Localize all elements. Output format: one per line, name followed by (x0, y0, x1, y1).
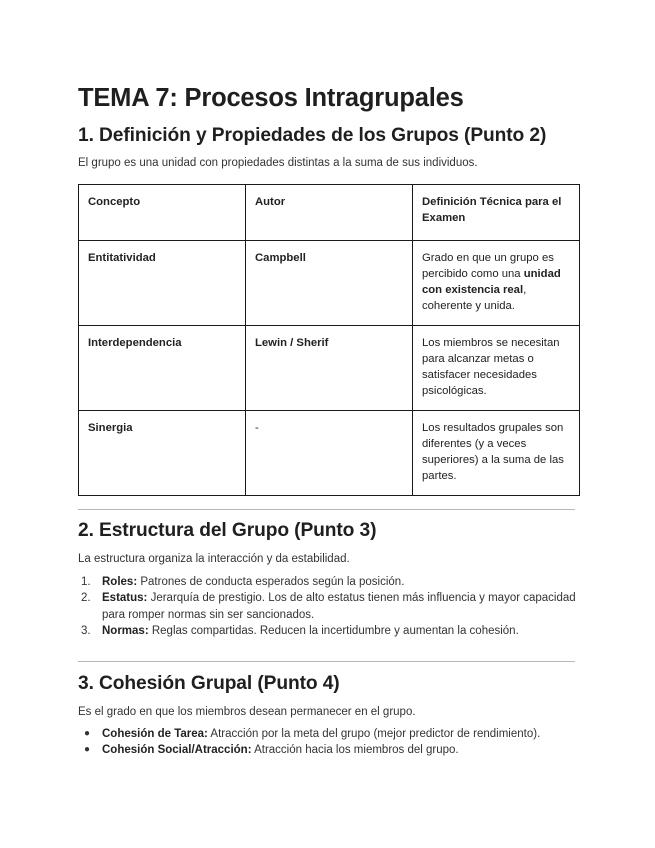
list-number: 3. (81, 625, 91, 638)
section-1-intro: El grupo es una unidad con propiedades distintas a la suma de sus individuos. (78, 157, 478, 169)
definition-text: Grado en que un grupo es percibido como una (422, 252, 554, 280)
cell-author: Campbell (246, 241, 413, 326)
list-term: Cohesión de Tarea: (102, 728, 208, 740)
section-2-intro: La estructura organiza la interacción y da estabilidad. (78, 553, 350, 565)
page-title: TEMA 7: Procesos Intragrupales (78, 84, 464, 112)
list-text: Jerarquía de prestigio. Los de alto estatus tienen más influencia y mayor capacidad para romper normas sin ser sancionados. (102, 592, 576, 621)
cell-author: - (246, 411, 413, 496)
list-term: Roles: (102, 576, 138, 588)
bullet-icon: ● (84, 728, 91, 739)
section-divider (78, 661, 575, 662)
definition-bold-text: unidad con existencia real (422, 268, 561, 296)
list-text: Patrones de conducta esperados según la posición. (137, 576, 405, 588)
bullet-icon: ● (84, 744, 91, 756)
table-row (79, 411, 580, 496)
concepts-table (78, 184, 580, 496)
cell-concept: Entitatividad (79, 241, 246, 326)
list-text: Atracción hacia los miembros del grupo. (251, 744, 459, 757)
list-item (78, 574, 578, 590)
list-term: Estatus: (102, 592, 148, 605)
header-definicion: Definición Técnica para el Examen (413, 185, 580, 241)
definition-text-end: , coherente y unida. (422, 284, 527, 312)
cell-concept: Sinergia (79, 411, 246, 496)
structure-list (78, 574, 578, 640)
list-number: 2. (81, 592, 91, 605)
list-number: 1. (81, 576, 91, 588)
section-3-heading: 3. Cohesión Grupal (Punto 4) (78, 673, 340, 694)
header-concepto: Concepto (79, 185, 246, 241)
list-item (78, 726, 578, 742)
list-item (78, 623, 578, 639)
section-3-intro: Es el grado en que los miembros desean permanecer en el grupo. (78, 706, 416, 718)
cell-definition (413, 241, 580, 326)
list-text: Reglas compartidas. Reducen la incertidumbre y aumentan la cohesión. (148, 625, 519, 638)
cell-concept: Interdependencia (79, 326, 246, 411)
table-header-row (79, 185, 580, 241)
table-row (79, 241, 580, 326)
section-2-heading: 2. Estructura del Grupo (Punto 3) (78, 520, 377, 541)
cell-author: Lewin / Sherif (246, 326, 413, 411)
list-item (78, 590, 578, 623)
cell-definition: Los miembros se necesitan para alcanzar metas o satisfacer necesidades psicológicas. (413, 326, 580, 411)
table-row (79, 326, 580, 411)
cell-definition: Los resultados grupales son diferentes (y a veces superiores) a la suma de las partes. (413, 411, 580, 496)
cohesion-list (78, 726, 578, 759)
section-1-heading: 1. Definición y Propiedades de los Grupos (Punto 2) (78, 125, 547, 146)
section-divider (78, 509, 575, 510)
list-item (78, 742, 578, 758)
header-autor: Autor (246, 185, 413, 241)
list-term: Normas: (102, 625, 149, 638)
list-term: Cohesión Social/Atracción: (102, 744, 252, 757)
list-text: Atracción por la meta del grupo (mejor predictor de rendimiento). (207, 728, 541, 740)
